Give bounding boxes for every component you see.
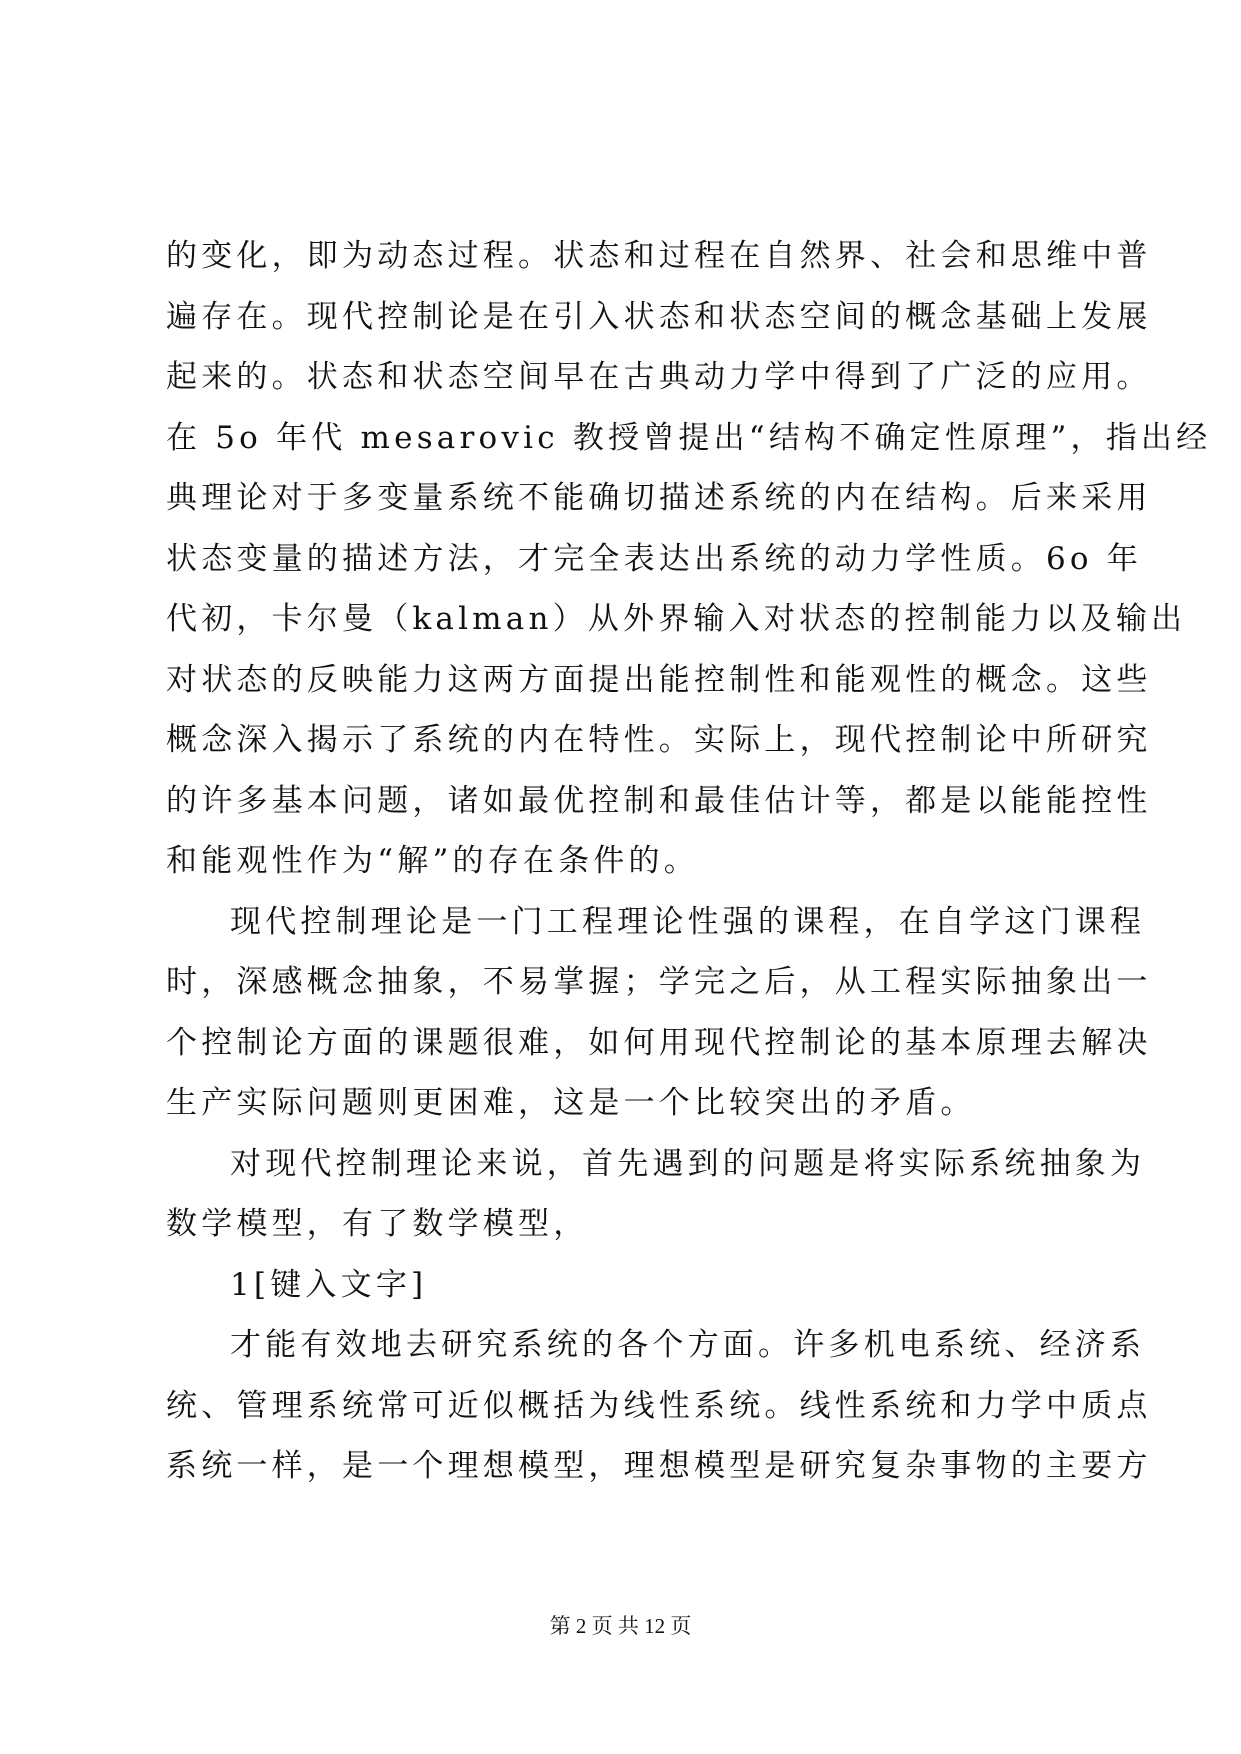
- paragraph-first-line: 现代控制理论是一门工程理论性强的课程，在自学这门课程: [230, 903, 1146, 940]
- placeholder-text-line: 1[键入文字]: [230, 1266, 428, 1303]
- text-line: 的许多基本问题，诸如最优控制和最佳估计等，都是以能能控性: [166, 782, 1152, 819]
- text-line: 数学模型，有了数学模型，: [166, 1206, 589, 1242]
- text-line: 个控制论方面的课题很难，如何用现代控制论的基本原理去解决: [166, 1024, 1152, 1061]
- text-line: 系统一样，是一个理想模型，理想模型是研究复杂事物的主要方: [166, 1448, 1152, 1484]
- text-line: 代初，卡尔曼（kalman）从外界输入对状态的控制能力以及输出: [166, 601, 1187, 637]
- text-line: 在 5o 年代 mesarovic 教授曾提出“结构不确定性原理”，指出经: [166, 419, 1212, 456]
- text-line: 状态变量的描述方法，才完全表达出系统的动力学性质。6o 年: [166, 540, 1143, 577]
- page-number-footer: 第 2 页 共 12 页: [549, 1614, 692, 1638]
- text-line: 和能观性作为“解”的存在条件的。: [166, 843, 699, 879]
- text-line: 生产实际问题则更困难，这是一个比较突出的矛盾。: [166, 1085, 976, 1121]
- body-text: [166, 226, 1212, 1497]
- text-line: 的变化，即为动态过程。状态和过程在自然界、社会和思维中普: [166, 238, 1152, 274]
- text-line: 统、管理系统常可近似概括为线性系统。线性系统和力学中质点: [166, 1387, 1152, 1424]
- text-line: 时，深感概念抽象，不易掌握；学完之后，从工程实际抽象出一: [166, 964, 1152, 1000]
- text-line: 典理论对于多变量系统不能确切描述系统的内在结构。后来采用: [166, 480, 1152, 516]
- text-line: 遍存在。现代控制论是在引入状态和状态空间的概念基础上发展: [166, 298, 1152, 335]
- text-line: 对状态的反映能力这两方面提出能控制性和能观性的概念。这些: [166, 661, 1152, 698]
- text-line: 起来的。状态和状态空间早在古典动力学中得到了广泛的应用。: [166, 359, 1152, 395]
- paragraph-first-line: 才能有效地去研究系统的各个方面。许多机电系统、经济系: [230, 1327, 1146, 1363]
- paragraph-first-line: 对现代控制理论来说，首先遇到的问题是将实际系统抽象为: [230, 1145, 1146, 1182]
- text-line: 概念深入揭示了系统的内在特性。实际上，现代控制论中所研究: [166, 722, 1152, 758]
